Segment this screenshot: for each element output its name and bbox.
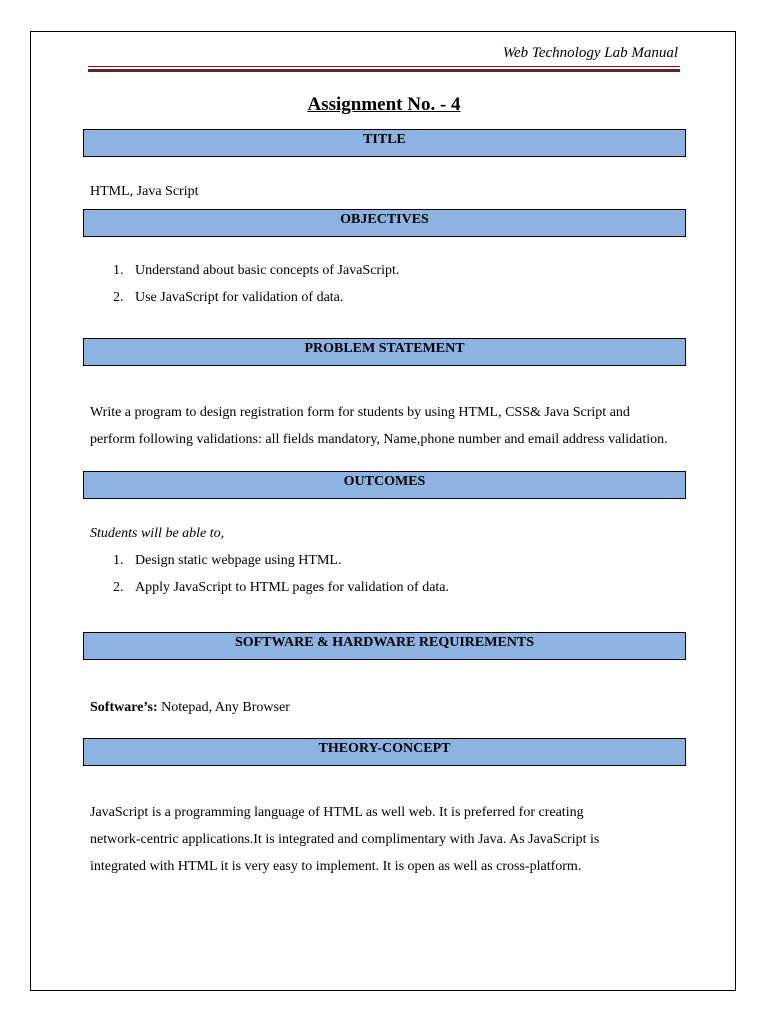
list-item — [113, 257, 399, 284]
outcomes-list — [113, 547, 449, 601]
theory-line-3: integrated with HTML it is very easy to implement. It is open as well as cross-platform. — [90, 859, 582, 874]
software-requirements — [90, 694, 290, 721]
list-number: 2. — [113, 580, 124, 595]
list-text: Design static webpage using HTML. — [135, 553, 342, 568]
section-heading-theory: THEORY-CONCEPT — [83, 738, 686, 766]
list-text: Apply JavaScript to HTML pages for validation of data. — [135, 580, 450, 595]
assignment-title: Assignment No. - 4 — [307, 94, 461, 115]
list-number: 1. — [113, 263, 124, 278]
section-heading-requirements: SOFTWARE & HARDWARE REQUIREMENTS — [83, 632, 686, 660]
software-label: Software’s: — [90, 700, 158, 715]
problem-statement-line-1: Write a program to design registration form for students by using HTML, CSS& Java Script and — [90, 405, 630, 420]
software-value: Notepad, Any Browser — [157, 700, 290, 715]
list-text: Use JavaScript for validation of data. — [135, 290, 344, 305]
running-header: Web Technology Lab Manual — [502, 45, 678, 61]
header-rule-thick — [88, 69, 680, 72]
outcomes-intro: Students will be able to, — [90, 526, 225, 541]
list-item — [113, 547, 449, 574]
section-heading-outcomes: OUTCOMES — [83, 471, 686, 499]
objectives-list — [113, 257, 399, 311]
theory-line-2: network-centric applications.It is integrated and complimentary with Java. As JavaScript is — [90, 832, 600, 847]
list-text: Understand about basic concepts of JavaScript. — [135, 263, 400, 278]
section-heading-problem-statement: PROBLEM STATEMENT — [83, 338, 686, 366]
header-rule-thin — [88, 66, 680, 67]
list-item — [113, 574, 449, 601]
problem-statement-line-2: perform following validations: all fields mandatory, Name,phone number and email address validation. — [90, 432, 668, 447]
section-heading-title: TITLE — [83, 129, 686, 157]
list-number: 1. — [113, 553, 124, 568]
title-body: HTML, Java Script — [90, 184, 199, 199]
section-heading-objectives: OBJECTIVES — [83, 209, 686, 237]
list-number: 2. — [113, 290, 124, 305]
list-item — [113, 284, 399, 311]
theory-line-1: JavaScript is a programming language of HTML as well web. It is preferred for creating — [90, 805, 584, 820]
